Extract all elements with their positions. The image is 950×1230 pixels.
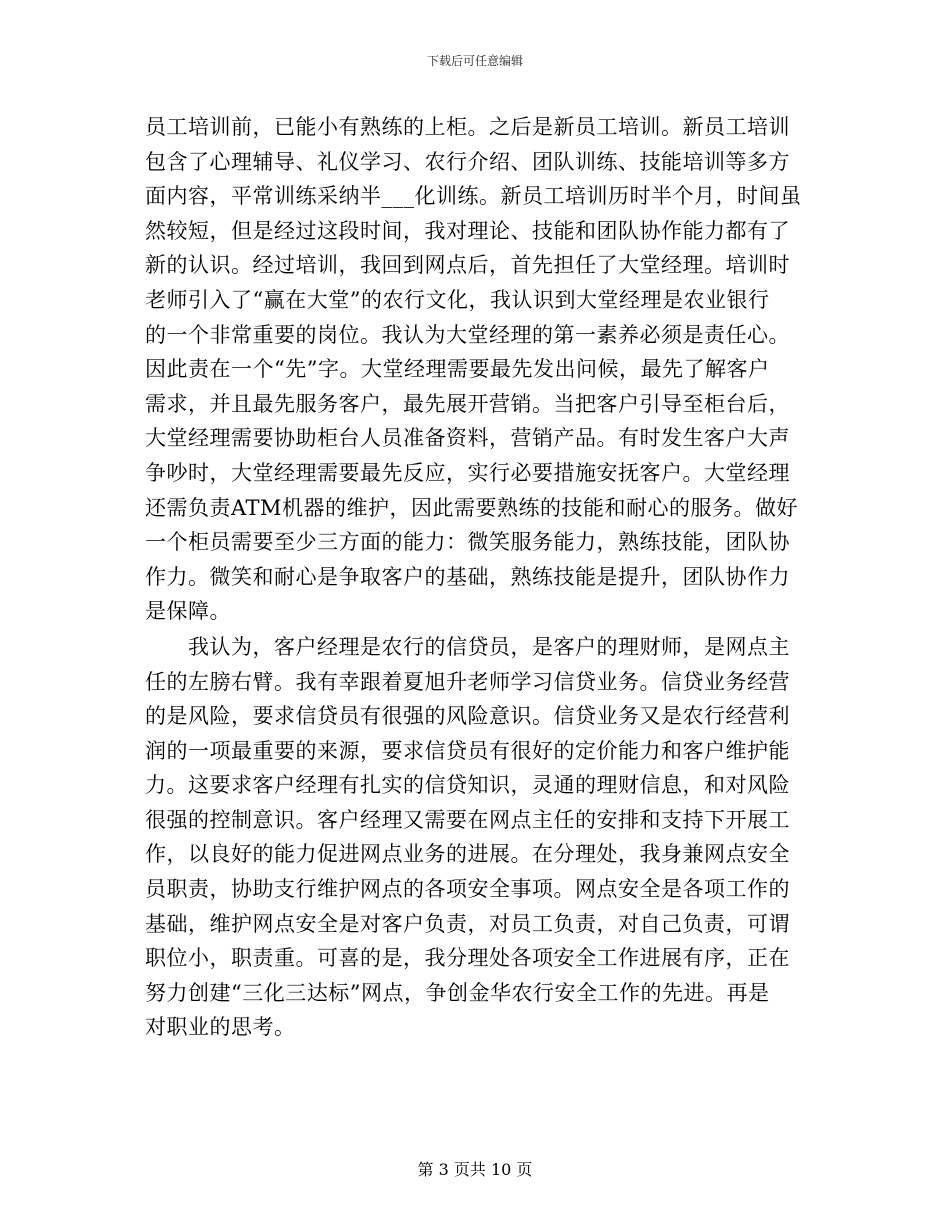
text-line: 大堂经理需要协助柜台人员准备资料，营销产品。有时发生客户大声 [145, 426, 790, 451]
text-line: 包含了心理辅导、礼仪学习、农行介绍、团队训练、技能培训等多方 [145, 149, 790, 174]
text-line: 任的左膀右臂。我有幸跟着夏旭升老师学习信贷业务。信贷业务经营 [145, 669, 790, 694]
text-line: 职位小，职责重。可喜的是，我分理处各项安全工作进展有序，正在 [145, 946, 790, 971]
document-body [145, 110, 805, 1045]
text-line: 的是风险，要求信贷员有很强的风险意识。信贷业务又是农行经营利 [145, 704, 790, 729]
page-number-footer: 第 3 页共 10 页 [417, 1160, 533, 1179]
text-line: 是保障。 [145, 599, 231, 624]
text-line: 润的一项最重要的来源，要求信贷员有很好的定价能力和客户维护能 [145, 738, 790, 763]
text-line: 新的认识。经过培训，我回到网点后，首先担任了大堂经理。培训时 [145, 253, 790, 278]
text-line: 需求，并且最先服务客户，最先展开营销。当把客户引导至柜台后， [145, 391, 790, 416]
text-line: 对职业的思考。 [145, 1015, 296, 1040]
text-line: 争吵时，大堂经理需要最先反应，实行必要措施安抚客户。大堂经理 [145, 460, 790, 485]
text-line: 员职责，协助支行维护网点的各项安全事项。网点安全是各项工作的 [145, 877, 790, 902]
text-line: 面内容，平常训练采纳半___化训练。新员工培训历时半个月，时间虽 [145, 184, 802, 209]
header-note: 下载后可任意编辑 [426, 54, 523, 68]
text-line: 作力。微笑和耐心是争取客户的基础，熟练技能是提升，团队协作力 [145, 564, 790, 589]
text-line: 基础，维护网点安全是对客户负责，对员工负责，对自己负责，可谓 [145, 911, 790, 936]
paragraph-start-line: 我认为，客户经理是农行的信贷员，是客户的理财师，是网点主 [145, 634, 790, 659]
text-line: 老师引入了“赢在大堂”的农行文化，我认识到大堂经理是农业银行 [145, 287, 770, 312]
text-line: 力。这要求客户经理有扎实的信贷知识，灵通的理财信息，和对风险 [145, 773, 790, 798]
text-line: 的一个非常重要的岗位。我认为大堂经理的第一素养必须是责任心。 [145, 322, 790, 347]
text-line: 作，以良好的能力促进网点业务的进展。在分理处，我身兼网点安全 [145, 842, 790, 867]
text-line: 还需负责ATM机器的维护，因此需要熟练的技能和耐心的服务。做好 [145, 495, 799, 520]
text-line: 因此责在一个“先”字。大堂经理需要最先发出问候，最先了解客户 [145, 357, 770, 382]
text-line: 然较短，但是经过这段时间，我对理论、技能和团队协作能力都有了 [145, 218, 790, 243]
text-line: 很强的控制意识。客户经理又需要在网点主任的安排和支持下开展工 [145, 807, 790, 832]
text-line: 员工培训前，已能小有熟练的上柜。之后是新员工培训。新员工培训 [145, 115, 790, 139]
text-line: 努力创建“三化三达标”网点，争创金华农行安全工作的先进。再是 [145, 980, 770, 1005]
text-line: 一个柜员需要至少三方面的能力：微笑服务能力，熟练技能，团队协 [145, 530, 790, 555]
